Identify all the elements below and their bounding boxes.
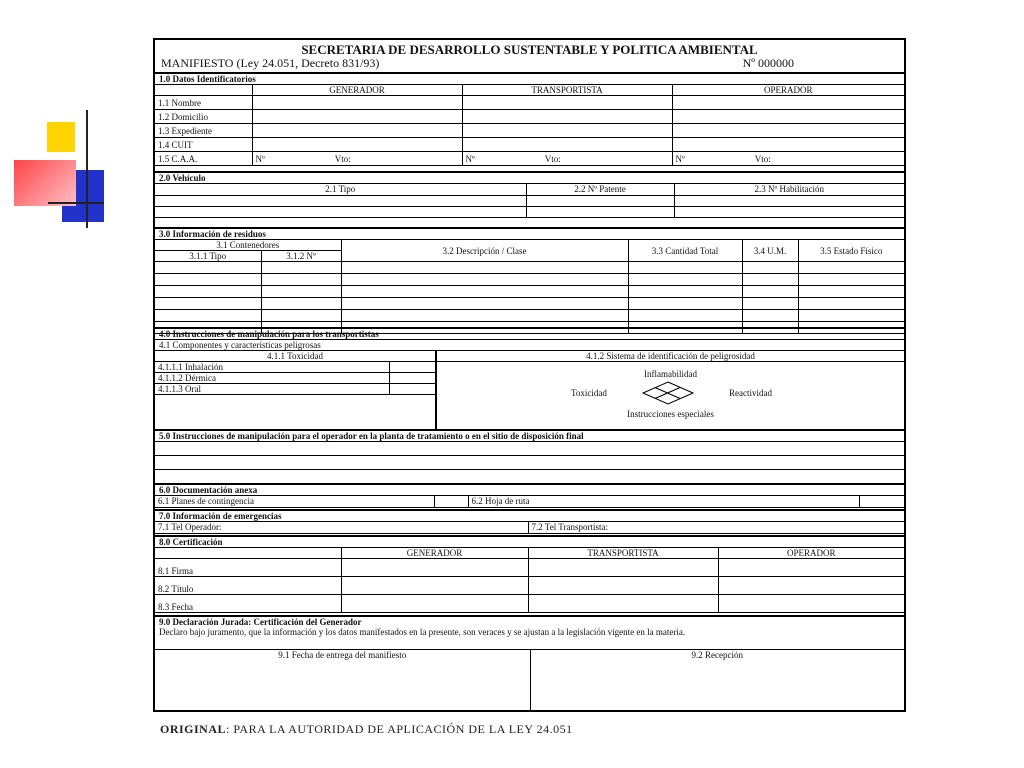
col-habilitacion: 2.3 Nº Habilitación	[674, 184, 904, 195]
field-cell[interactable]	[798, 262, 904, 274]
col-operador: OPERADOR	[718, 548, 904, 559]
manifest-form	[153, 38, 906, 712]
field-cell[interactable]	[628, 310, 742, 322]
col-transportista: TRANSPORTISTA	[462, 85, 672, 96]
field-cell[interactable]	[672, 138, 904, 152]
field-cell[interactable]	[341, 298, 628, 310]
col-um: 3.4 U.M.	[742, 240, 798, 262]
row-label: 8.3 Fecha	[155, 595, 341, 613]
field-cell[interactable]	[528, 559, 718, 577]
col-operador: OPERADOR	[672, 85, 904, 96]
toxicidad-table	[155, 362, 435, 395]
instrucciones-especiales-label: Instrucciones especiales	[627, 409, 714, 419]
field-cell[interactable]	[341, 286, 628, 298]
field-cell[interactable]	[462, 110, 672, 124]
row-label: 1.4 CUIT	[155, 138, 252, 152]
row-label: 1.3 Expediente	[155, 124, 252, 138]
section-3-title: 3.0 Información de residuos	[155, 229, 904, 240]
field-cell[interactable]	[742, 310, 798, 322]
field-cell[interactable]	[526, 195, 674, 206]
field-cell[interactable]	[341, 577, 528, 595]
field-cell[interactable]	[526, 206, 674, 217]
field-cell[interactable]	[261, 286, 341, 298]
decor-yellow-square	[47, 122, 75, 152]
row-label: 1.1 Nombre	[155, 96, 252, 110]
section-5	[155, 431, 904, 485]
section-5-title: 5.0 Instrucciones de manipulación para el operador en la planta de tratamiento o en el sitio de disposición final	[155, 431, 904, 442]
decor-vertical-line	[86, 110, 88, 228]
toxicidad-header: 4.1.1 Toxicidad	[155, 351, 435, 362]
field-cell[interactable]	[628, 262, 742, 274]
section-2-title: 2.0 Vehículo	[155, 173, 904, 184]
field-cell[interactable]	[252, 138, 462, 152]
field-cell[interactable]	[155, 298, 261, 310]
reactividad-label: Reactividad	[729, 388, 772, 398]
field-cell[interactable]	[674, 195, 904, 206]
caa-generador[interactable]: Nº Vto:	[252, 152, 462, 166]
field-cell[interactable]	[462, 138, 672, 152]
field-cell[interactable]	[261, 310, 341, 322]
section-4-title: 4.0 Instrucciones de manipulación para los transportistas	[155, 329, 904, 340]
documentacion-table	[155, 496, 904, 508]
field-cell[interactable]	[798, 286, 904, 298]
field-cell[interactable]	[341, 274, 628, 286]
planes-checkbox[interactable]	[434, 496, 468, 507]
field-cell[interactable]	[261, 274, 341, 286]
col-generador: GENERADOR	[252, 85, 462, 96]
vehiculo-table	[155, 184, 904, 218]
field-cell[interactable]	[155, 286, 261, 298]
field-line[interactable]	[155, 456, 904, 470]
field-cell[interactable]	[798, 274, 904, 286]
form-title: SECRETARIA DE DESARROLLO SUSTENTABLE Y POLITICA AMBIENTAL	[301, 42, 758, 57]
field-cell[interactable]	[628, 298, 742, 310]
col-estado: 3.5 Estado Físico	[798, 240, 904, 262]
field-line[interactable]	[155, 470, 904, 483]
section-7	[155, 511, 904, 537]
inflamabilidad-label: Inflamabilidad	[644, 369, 697, 379]
certificacion-table	[155, 548, 904, 613]
row-label: 1.5 C.A.A.	[155, 152, 252, 166]
col-generador: GENERADOR	[341, 548, 528, 559]
tel-operador-field[interactable]: 7.1 Tel Operador:	[155, 522, 528, 533]
toxicidad-diamond-label: Toxicidad	[571, 388, 607, 398]
hoja-ruta-label: 6.2 Hoja de ruta	[468, 496, 859, 507]
field-cell[interactable]	[252, 124, 462, 138]
oral-label: 4.1.1.3 Oral	[155, 384, 389, 395]
section-4	[155, 329, 904, 431]
field-cell[interactable]	[462, 124, 672, 138]
field-cell[interactable]	[718, 577, 904, 595]
section-1-title: 1.0 Datos Identificatorios	[155, 74, 904, 85]
field-cell[interactable]	[742, 286, 798, 298]
field-cell[interactable]	[672, 96, 904, 110]
manifest-number: Nº 000000	[742, 56, 794, 70]
fecha-entrega-field[interactable]: 9.1 Fecha de entrega del manifiesto	[155, 650, 530, 710]
planes-label: 6.1 Planes de contingencia	[155, 496, 434, 507]
section-9	[155, 617, 904, 710]
field-cell[interactable]	[742, 298, 798, 310]
recepcion-table	[155, 650, 904, 711]
field-cell[interactable]	[528, 577, 718, 595]
field-cell[interactable]	[628, 274, 742, 286]
emergencias-table	[155, 522, 904, 534]
section-6-title: 6.0 Documentación anexa	[155, 485, 904, 496]
dermica-label: 4.1.1.2 Dérmica	[155, 373, 389, 384]
field-cell[interactable]	[798, 298, 904, 310]
field-cell[interactable]	[718, 559, 904, 577]
inhalacion-label: 4.1.1.1 Inhalación	[155, 362, 389, 373]
col-tipo: 2.1 Tipo	[155, 184, 526, 195]
field-cell[interactable]	[155, 274, 261, 286]
field-cell[interactable]	[261, 298, 341, 310]
field-cell[interactable]	[628, 286, 742, 298]
section-8	[155, 537, 904, 617]
col-descripcion: 3.2 Descripción / Clase	[341, 240, 628, 262]
decor-red-square	[14, 160, 76, 206]
field-cell[interactable]	[674, 206, 904, 217]
recepcion-field[interactable]: 9.2 Recepción	[530, 650, 904, 710]
col-transportista: TRANSPORTISTA	[528, 548, 718, 559]
decor-horizontal-line	[48, 202, 104, 204]
row-label: 8.1 Firma	[155, 559, 341, 577]
field-cell[interactable]	[341, 559, 528, 577]
field-cell[interactable]	[718, 595, 904, 613]
field-cell[interactable]	[672, 110, 904, 124]
field-line[interactable]	[155, 442, 904, 456]
hoja-ruta-checkbox[interactable]	[859, 496, 904, 507]
col-contenedor-n: 3.1.2 Nº	[261, 251, 341, 262]
sistema-header: 4.1.2 Sistema de identificación de peligrosidad	[437, 351, 904, 362]
hazard-diamond-icon	[642, 381, 694, 405]
field-cell[interactable]	[341, 595, 528, 613]
caa-transportista[interactable]: Nº Vto:	[462, 152, 672, 166]
col-cantidad: 3.3 Cantidad Total	[628, 240, 742, 262]
field-cell[interactable]	[155, 262, 261, 274]
section-6	[155, 485, 904, 511]
field-cell[interactable]	[528, 595, 718, 613]
section-7-title: 7.0 Información de emergencias	[155, 511, 904, 522]
field-cell[interactable]	[672, 124, 904, 138]
datos-table	[155, 85, 904, 166]
caa-operador[interactable]: Nº Vto:	[672, 152, 904, 166]
section-4-subtitle: 4.1 Componentes y características peligrosas	[155, 340, 904, 351]
section-8-title: 8.0 Certificación	[155, 537, 904, 548]
section-1	[155, 74, 904, 173]
field-cell[interactable]	[341, 310, 628, 322]
field-cell[interactable]	[252, 110, 462, 124]
declaracion-text: Declaro bajo juramento, que la información y los datos manifestados en la presente, son veraces y se ajustan a la legislación vigente en la materia.	[155, 627, 904, 650]
field-cell[interactable]	[155, 195, 526, 206]
row-label: 1.2 Domicilio	[155, 110, 252, 124]
field-cell[interactable]	[798, 310, 904, 322]
section-3	[155, 229, 904, 329]
form-header	[155, 40, 904, 74]
section-9-title: 9.0 Declaración Jurada: Certificación del Generador	[159, 617, 362, 627]
row-label: 8.2 Título	[155, 577, 341, 595]
manifest-label: MANIFIESTO (Ley 24.051, Decreto 831/93)	[161, 56, 380, 70]
field-cell[interactable]	[389, 362, 435, 373]
field-cell[interactable]	[462, 96, 672, 110]
field-cell[interactable]	[155, 206, 526, 217]
col-contenedor-tipo: 3.1.1 Tipo	[155, 251, 261, 262]
field-cell[interactable]	[261, 262, 341, 274]
footer-note: ORIGINAL: PARA LA AUTORIDAD DE APLICACIÓN DE LA LEY 24.051	[160, 722, 573, 736]
field-cell[interactable]	[341, 262, 628, 274]
field-cell[interactable]	[252, 96, 462, 110]
section-2	[155, 173, 904, 229]
col-contenedores: 3.1 Contenedores	[155, 240, 341, 251]
field-cell[interactable]	[742, 262, 798, 274]
tel-transportista-field[interactable]: 7.2 Tel Transportista:	[528, 522, 904, 533]
field-cell[interactable]	[742, 274, 798, 286]
field-cell[interactable]	[155, 310, 261, 322]
field-cell[interactable]	[389, 384, 435, 395]
residuos-table	[155, 240, 904, 334]
col-patente: 2.2 Nº Patente	[526, 184, 674, 195]
field-cell[interactable]	[389, 373, 435, 384]
